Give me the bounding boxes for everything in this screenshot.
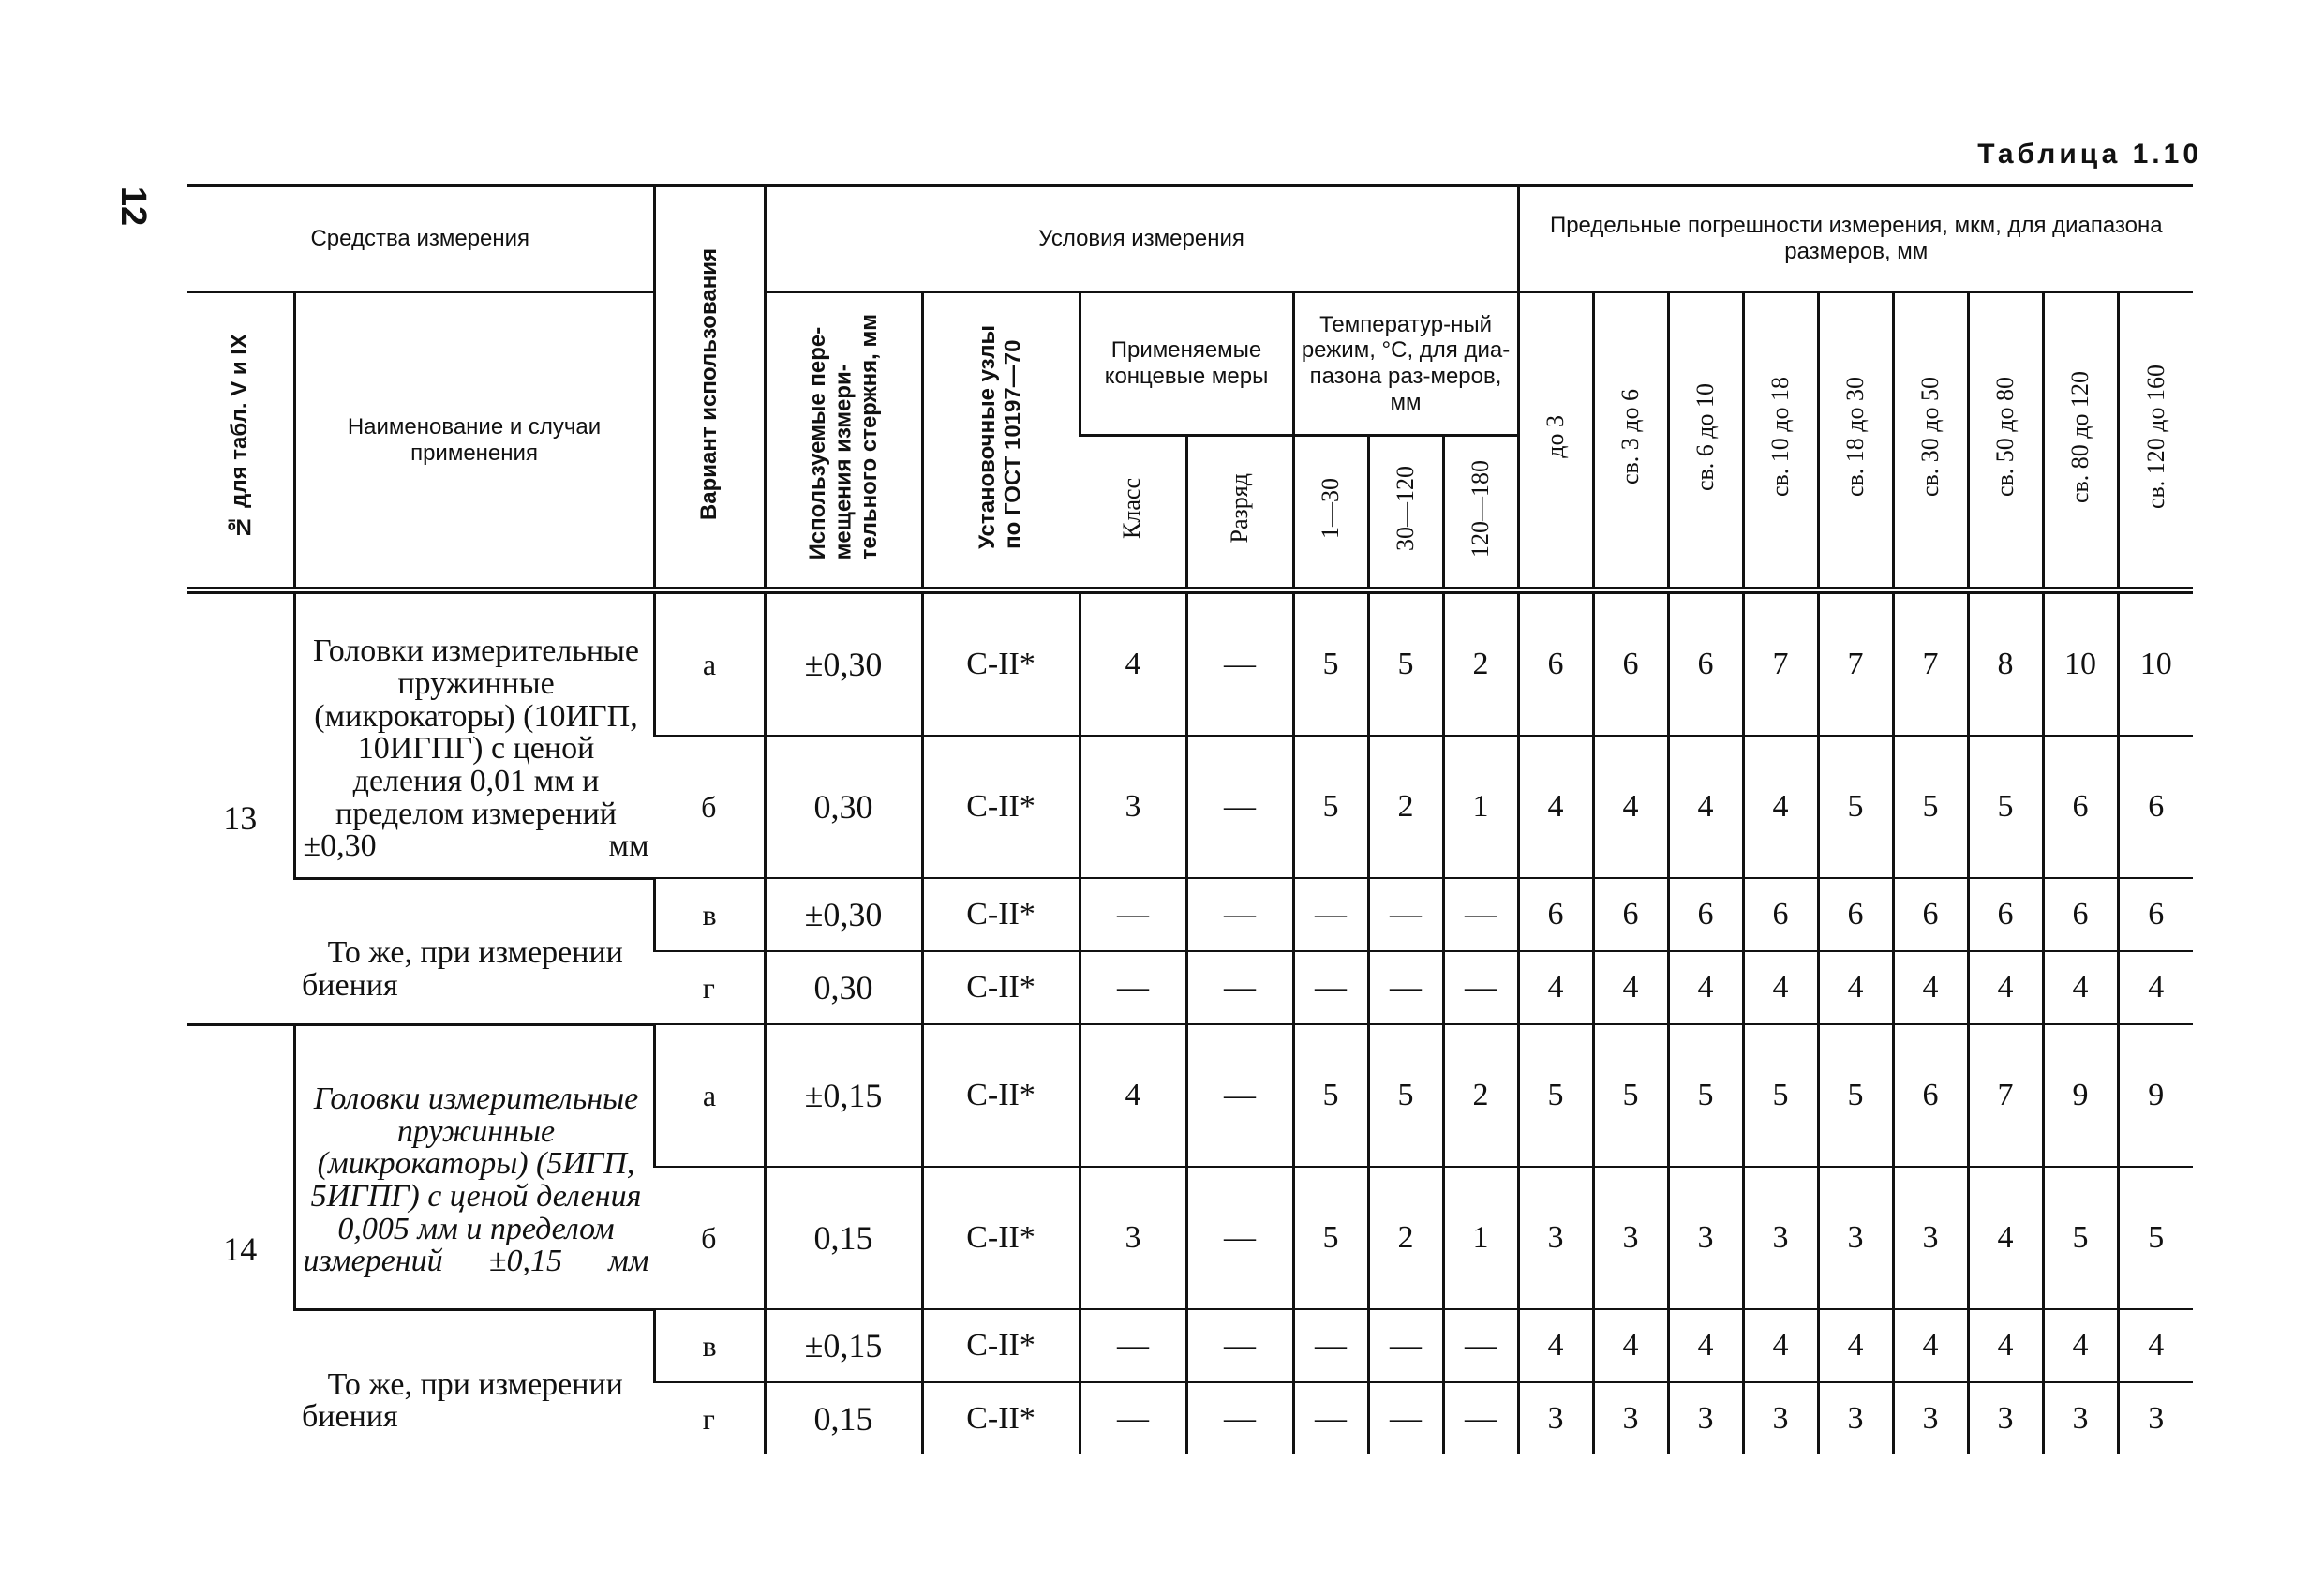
displacement: 0,30: [765, 951, 922, 1024]
error-value: 4: [1593, 951, 1668, 1024]
temp-value: —: [1293, 1382, 1368, 1454]
header-no: № для табл. V и IX: [187, 292, 294, 591]
temp-value: —: [1293, 951, 1368, 1024]
item-name: То же, при измерении биения: [302, 1366, 623, 1435]
gauge-rank: —: [1186, 1309, 1293, 1382]
error-value: 7: [1893, 590, 1968, 736]
variant: б: [654, 736, 765, 878]
error-value: 5: [2118, 1167, 2193, 1309]
error-value: 6: [1518, 590, 1593, 736]
gauge-rank: —: [1186, 1024, 1293, 1167]
error-value: 4: [1668, 736, 1743, 878]
displacement: ±0,15: [765, 1024, 922, 1167]
error-value: 10: [2118, 590, 2193, 736]
item-name: Головки измерительные пружинные (микрокаторы) (5ИГП, 5ИГПГ) с ценой деления 0,005 мм и пределом измерений ±0,15 мм: [294, 1024, 654, 1309]
table-row: [187, 1024, 2193, 1167]
setup-node: С-II*: [922, 1024, 1080, 1167]
error-value: 5: [1668, 1024, 1743, 1167]
gauge-class: 3: [1080, 1167, 1186, 1309]
gauge-rank: —: [1186, 590, 1293, 736]
error-value: 9: [2118, 1024, 2193, 1167]
header-displacement: Используемые пере- мещения измери- тельного стержня, мм: [765, 292, 922, 591]
item-name: То же, при измерении биения: [302, 935, 623, 1003]
page-number: 12: [113, 186, 154, 227]
error-value: 4: [1818, 1309, 1893, 1382]
header-size-8: св. 120 до 160: [2118, 292, 2193, 591]
header-temp-0: 1—30: [1293, 436, 1368, 591]
variant: а: [654, 1024, 765, 1167]
error-value: 6: [1593, 878, 1668, 951]
variant: б: [654, 1167, 765, 1309]
temp-value: 5: [1293, 590, 1368, 736]
header-gauge-rank: Разряд: [1186, 436, 1293, 591]
error-value: 10: [2043, 590, 2118, 736]
gauge-class: 4: [1080, 590, 1186, 736]
displacement: 0,15: [765, 1382, 922, 1454]
gauge-rank: —: [1186, 878, 1293, 951]
header-size-4: св. 18 до 30: [1818, 292, 1893, 591]
error-value: 6: [1593, 590, 1668, 736]
temp-value: 5: [1293, 1167, 1368, 1309]
error-value: 4: [2118, 1309, 2193, 1382]
header-errors: Предельные погрешности измерения, мкм, для диапазона размеров, мм: [1518, 186, 2193, 292]
error-value: 4: [1968, 1309, 2043, 1382]
variant: а: [654, 590, 765, 736]
temp-value: —: [1443, 1382, 1518, 1454]
error-value: 3: [1968, 1382, 2043, 1454]
error-value: 5: [1518, 1024, 1593, 1167]
error-value: 4: [2043, 1309, 2118, 1382]
temp-value: 2: [1368, 736, 1443, 878]
error-value: 5: [1818, 1024, 1893, 1167]
setup-node: С-II*: [922, 951, 1080, 1024]
header-name: Наименование и случаи применения: [294, 292, 654, 591]
group-number: 14: [187, 1024, 294, 1454]
header-size-2: св. 6 до 10: [1668, 292, 1743, 591]
error-value: 4: [1968, 951, 2043, 1024]
displacement: 0,30: [765, 736, 922, 878]
error-value: 3: [1743, 1382, 1818, 1454]
error-value: 4: [1893, 1309, 1968, 1382]
gauge-class: 3: [1080, 736, 1186, 878]
error-value: 5: [1743, 1024, 1818, 1167]
measurement-table: [187, 184, 2193, 1454]
item-name: Головки измерительные пружинные (микрокаторы) (10ИГП, 10ИГПГ) с ценой деления 0,01 мм и пределом измерений ±0,30 мм: [294, 590, 654, 878]
temp-value: 5: [1293, 736, 1368, 878]
error-value: 3: [1518, 1167, 1593, 1309]
gauge-rank: —: [1186, 1167, 1293, 1309]
displacement: ±0,30: [765, 878, 922, 951]
gauge-rank: —: [1186, 736, 1293, 878]
error-value: 9: [2043, 1024, 2118, 1167]
variant: в: [654, 1309, 765, 1382]
error-value: 6: [2043, 736, 2118, 878]
variant: в: [654, 878, 765, 951]
error-value: 3: [1518, 1382, 1593, 1454]
header-temp-2: 120—180: [1443, 436, 1518, 591]
gauge-class: 4: [1080, 1024, 1186, 1167]
variant: г: [654, 951, 765, 1024]
gauge-class: —: [1080, 1382, 1186, 1454]
header-gauge-class: Класс: [1118, 478, 1146, 540]
error-value: 4: [1743, 951, 1818, 1024]
setup-node: С-II*: [922, 1382, 1080, 1454]
header-size-3: св. 10 до 18: [1743, 292, 1818, 591]
error-value: 5: [1593, 1024, 1668, 1167]
error-value: 4: [1743, 1309, 1818, 1382]
error-value: 3: [2118, 1382, 2193, 1454]
error-value: 4: [1743, 736, 1818, 878]
error-value: 6: [1818, 878, 1893, 951]
error-value: 4: [1518, 1309, 1593, 1382]
temp-value: 1: [1443, 736, 1518, 878]
error-value: 4: [1518, 736, 1593, 878]
temp-value: —: [1293, 878, 1368, 951]
error-value: 3: [1593, 1167, 1668, 1309]
header-size-6: св. 50 до 80: [1968, 292, 2043, 591]
error-value: 6: [1518, 878, 1593, 951]
temp-value: —: [1293, 1309, 1368, 1382]
error-value: 5: [1968, 736, 2043, 878]
error-value: 3: [1818, 1167, 1893, 1309]
header-size-1: св. 3 до 6: [1593, 292, 1668, 591]
gauge-class: —: [1080, 1309, 1186, 1382]
temp-value: 2: [1443, 1024, 1518, 1167]
error-value: 6: [1668, 590, 1743, 736]
header-size-5: св. 30 до 50: [1893, 292, 1968, 591]
error-value: 4: [1968, 1167, 2043, 1309]
error-value: 3: [1818, 1382, 1893, 1454]
error-value: 6: [1893, 878, 1968, 951]
header-means: Средства измерения: [187, 186, 654, 292]
temp-value: 2: [1443, 590, 1518, 736]
error-value: 4: [1818, 951, 1893, 1024]
header-conditions: Условия измерения: [765, 186, 1518, 292]
error-value: 3: [1893, 1382, 1968, 1454]
header-temp-1: 30—120: [1368, 436, 1443, 591]
header-size-0: до 3: [1518, 292, 1593, 591]
temp-value: 2: [1368, 1167, 1443, 1309]
error-value: 5: [2043, 1167, 2118, 1309]
error-value: 6: [1893, 1024, 1968, 1167]
error-value: 4: [1893, 951, 1968, 1024]
error-value: 6: [2118, 736, 2193, 878]
setup-node: С-II*: [922, 736, 1080, 878]
header-nodes: Установочные узлы по ГОСТ 10197—70: [922, 292, 1080, 591]
displacement: ±0,15: [765, 1309, 922, 1382]
group-number: 13: [187, 590, 294, 1024]
header-variant: Вариант использования: [654, 186, 765, 590]
temp-value: —: [1368, 951, 1443, 1024]
error-value: 4: [1593, 736, 1668, 878]
error-value: 4: [1593, 1309, 1668, 1382]
gauge-class: —: [1080, 878, 1186, 951]
error-value: 6: [2043, 878, 2118, 951]
header-gauges: Применяемые концевые меры: [1080, 292, 1293, 436]
error-value: 5: [1818, 736, 1893, 878]
temp-value: 1: [1443, 1167, 1518, 1309]
error-value: 6: [1668, 878, 1743, 951]
temp-value: —: [1368, 1309, 1443, 1382]
error-value: 7: [1968, 1024, 2043, 1167]
variant: г: [654, 1382, 765, 1454]
error-value: 5: [1893, 736, 1968, 878]
displacement: ±0,30: [765, 590, 922, 736]
displacement: 0,15: [765, 1167, 922, 1309]
error-value: 4: [1668, 1309, 1743, 1382]
error-value: 3: [1593, 1382, 1668, 1454]
error-value: 3: [1668, 1382, 1743, 1454]
error-value: 4: [1518, 951, 1593, 1024]
temp-value: —: [1443, 878, 1518, 951]
table-row: [187, 878, 2193, 951]
temp-value: —: [1368, 1382, 1443, 1454]
error-value: 8: [1968, 590, 2043, 736]
table-row: [187, 1309, 2193, 1382]
gauge-rank: —: [1186, 1382, 1293, 1454]
setup-node: С-II*: [922, 878, 1080, 951]
error-value: 6: [2118, 878, 2193, 951]
error-value: 3: [1893, 1167, 1968, 1309]
error-value: 7: [1818, 590, 1893, 736]
error-value: 4: [2043, 951, 2118, 1024]
gauge-rank: —: [1186, 951, 1293, 1024]
error-value: 6: [1743, 878, 1818, 951]
temp-value: 5: [1293, 1024, 1368, 1167]
gauge-class: —: [1080, 951, 1186, 1024]
error-value: 6: [1968, 878, 2043, 951]
error-value: 4: [2118, 951, 2193, 1024]
temp-value: —: [1368, 878, 1443, 951]
temp-value: —: [1443, 951, 1518, 1024]
error-value: 3: [1668, 1167, 1743, 1309]
table-title: Таблица 1.10: [1977, 139, 2202, 170]
error-value: 3: [2043, 1382, 2118, 1454]
temp-value: 5: [1368, 590, 1443, 736]
header-size-7: св. 80 до 120: [2043, 292, 2118, 591]
error-value: 7: [1743, 590, 1818, 736]
table-row: [187, 590, 2193, 736]
temp-value: 5: [1368, 1024, 1443, 1167]
error-value: 4: [1668, 951, 1743, 1024]
setup-node: С-II*: [922, 1309, 1080, 1382]
temp-value: —: [1443, 1309, 1518, 1382]
header-temp: Температур-ный режим, °С, для диа-пазона раз-меров, мм: [1293, 292, 1518, 436]
setup-node: С-II*: [922, 590, 1080, 736]
setup-node: С-II*: [922, 1167, 1080, 1309]
error-value: 3: [1743, 1167, 1818, 1309]
